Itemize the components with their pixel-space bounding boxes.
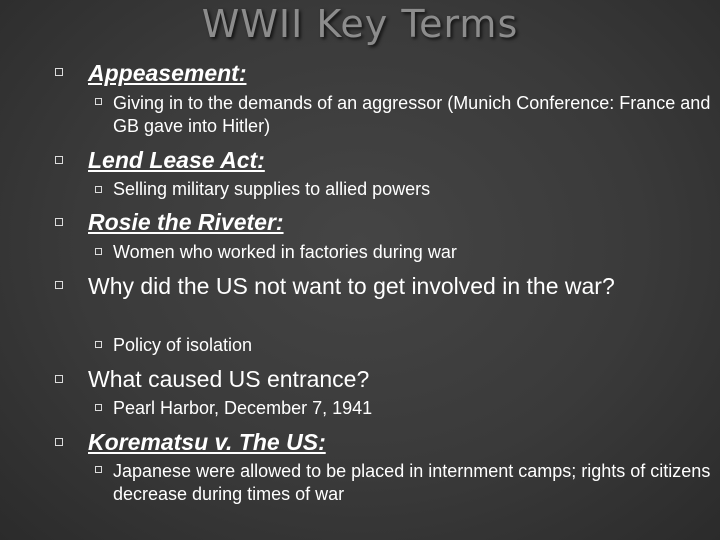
sub-bullet-icon: [95, 248, 102, 255]
bullet-icon: [55, 281, 63, 289]
term-heading: What caused US entrance?: [88, 366, 370, 392]
bullet-icon: [55, 218, 63, 226]
sub-bullet-icon: [95, 98, 102, 105]
term-heading: Appeasement:: [88, 60, 247, 86]
term-heading: Lend Lease Act:: [88, 147, 265, 173]
term-heading: Korematsu v. The US:: [88, 429, 326, 455]
term-description: Selling military supplies to allied powers: [113, 179, 431, 199]
term-description: Women who worked in factories during war: [113, 242, 457, 262]
term-description: Japanese were allowed to be placed in internment camps; rights of citizens decrease during times of war: [113, 461, 711, 504]
sub-bullet-icon: [95, 404, 102, 411]
bullet-icon: [55, 438, 63, 446]
sub-bullet-icon: [95, 186, 102, 193]
term-description: Giving in to the demands of an aggressor (Munich Conference: France and GB gave into Hitler): [113, 93, 711, 136]
term-description: Pearl Harbor, December 7, 1941: [113, 398, 373, 418]
bullet-icon: [55, 68, 63, 76]
sub-bullet-icon: [95, 341, 102, 348]
bullet-icon: [55, 156, 63, 164]
term-heading: Rosie the Riveter:: [88, 209, 284, 235]
term-heading: Why did the US not want to get involved in the war?: [88, 273, 615, 299]
sub-bullet-icon: [95, 466, 102, 473]
bullet-icon: [55, 375, 63, 383]
slide-title: WWII Key Terms: [201, 2, 519, 46]
term-description: Policy of isolation: [113, 335, 253, 355]
